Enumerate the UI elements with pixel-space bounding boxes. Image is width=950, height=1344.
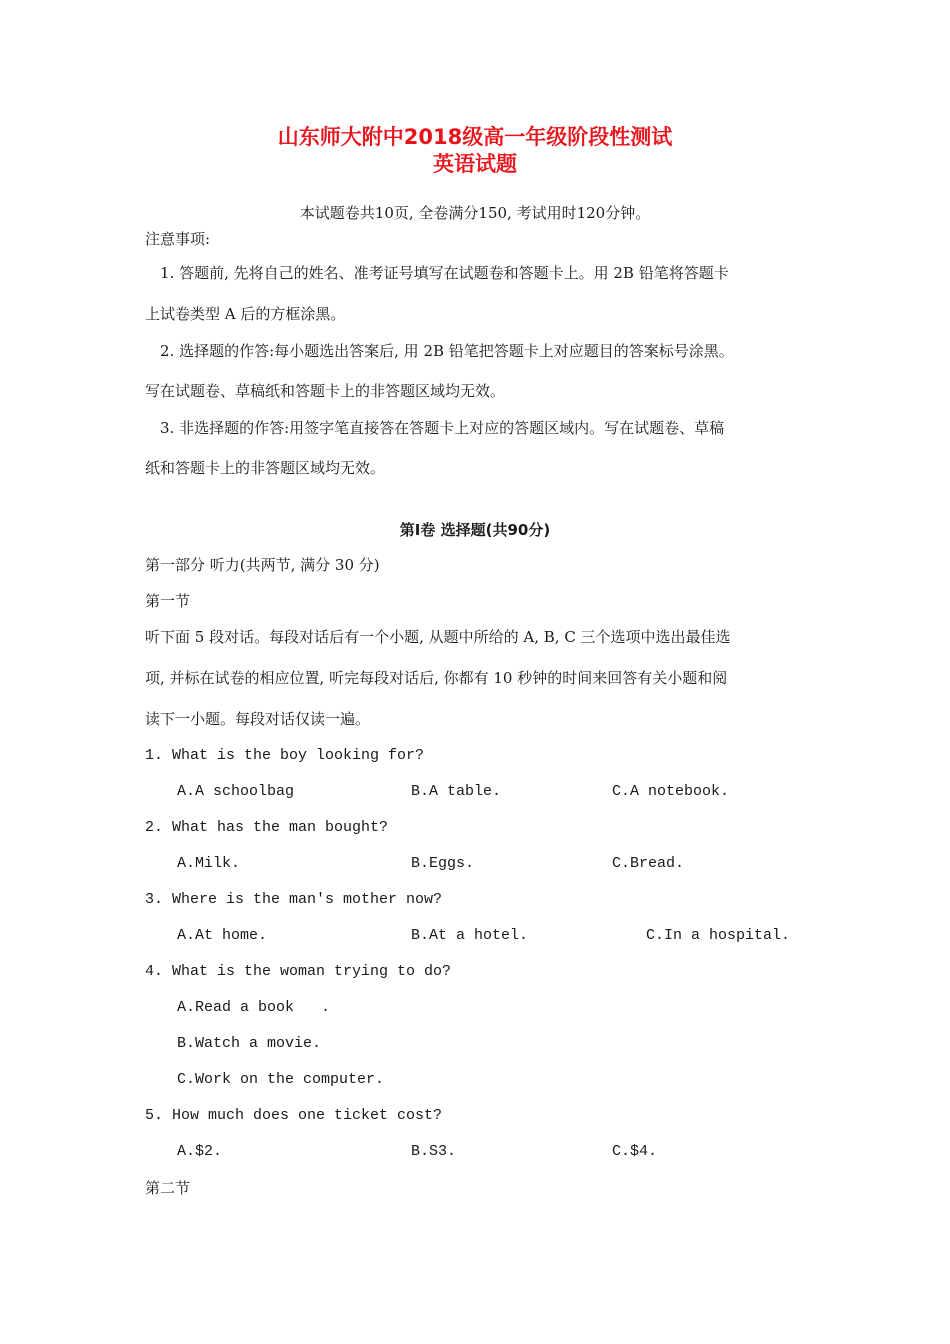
notice-item-1-cont: 上试卷类型 A 后的方框涂黑。 — [145, 305, 346, 323]
question-1-stem: 1. What is the boy looking for? — [145, 747, 425, 764]
notice-item-3: 3. 非选择题的作答:用签字笔直接答在答题卡上对应的答题区域内。写在试题卷、草稿 — [160, 419, 725, 437]
question-2-option-c: C.Bread. — [612, 855, 685, 872]
question-3-option-c: C.In a hospital. — [646, 927, 791, 944]
question-1-option-c: C.A notebook. — [612, 783, 730, 800]
exam-title: 山东师大附中2018级高一年级阶段性测试 — [277, 125, 673, 149]
question-2-stem: 2. What has the man bought? — [145, 819, 389, 836]
notice-item-3-cont: 纸和答题卡上的非答题区域均无效。 — [145, 459, 386, 477]
question-5-option-a: A.$2. — [177, 1143, 223, 1160]
question-4-stem: 4. What is the woman trying to do? — [145, 963, 452, 980]
listening-instructions-1: 听下面 5 段对话。每段对话后有一个小题, 从题中所给的 A, B, C 三个选项中选出最佳选 — [145, 628, 731, 646]
question-4-option-b: B.Watch a movie. — [177, 1035, 322, 1052]
question-2-option-b: B.Eggs. — [411, 855, 475, 872]
exam-subject-title: 英语试题 — [433, 152, 517, 176]
question-3-option-a: A.At home. — [177, 927, 268, 944]
question-1-option-a: A.A schoolbag — [177, 783, 295, 800]
subsection-1-title: 第一节 — [145, 592, 191, 610]
exam-info: 本试题卷共10页, 全卷满分150, 考试用时120分钟。 — [299, 204, 651, 222]
notice-heading: 注意事项: — [145, 230, 211, 248]
volume-title: 第Ⅰ卷 选择题(共90分) — [399, 521, 551, 539]
question-5-option-c: C.$4. — [612, 1143, 658, 1160]
listening-instructions-2: 项, 并标在试卷的相应位置, 听完每段对话后, 你都有 10 秒钟的时间来回答有关小题和阅 — [145, 669, 728, 687]
notice-item-1: 1. 答题前, 先将自己的姓名、准考证号填写在试题卷和答题卡上。用 2B 铅笔将答题卡 — [160, 264, 729, 282]
notice-item-2: 2. 选择题的作答:每小题选出答案后, 用 2B 铅笔把答题卡上对应题目的答案标号涂黑。 — [160, 342, 734, 360]
question-5-stem: 5. How much does one ticket cost? — [145, 1107, 443, 1124]
question-1-option-b: B.A table. — [411, 783, 502, 800]
question-3-option-b: B.At a hotel. — [411, 927, 529, 944]
listening-instructions-3: 读下一小题。每段对话仅读一遍。 — [145, 710, 371, 728]
question-5-option-b: B.S3. — [411, 1143, 457, 1160]
part-title: 第一部分 听力(共两节, 满分 30 分) — [145, 556, 380, 574]
question-2-option-a: A.Milk. — [177, 855, 241, 872]
question-4-option-c: C.Work on the computer. — [177, 1071, 385, 1088]
question-3-stem: 3. Where is the man's mother now? — [145, 891, 443, 908]
subsection-2-title: 第二节 — [145, 1179, 191, 1197]
notice-item-2-cont: 写在试题卷、草稿纸和答题卡上的非答题区域均无效。 — [145, 382, 506, 400]
question-4-option-a: A.Read a book . — [177, 999, 331, 1016]
